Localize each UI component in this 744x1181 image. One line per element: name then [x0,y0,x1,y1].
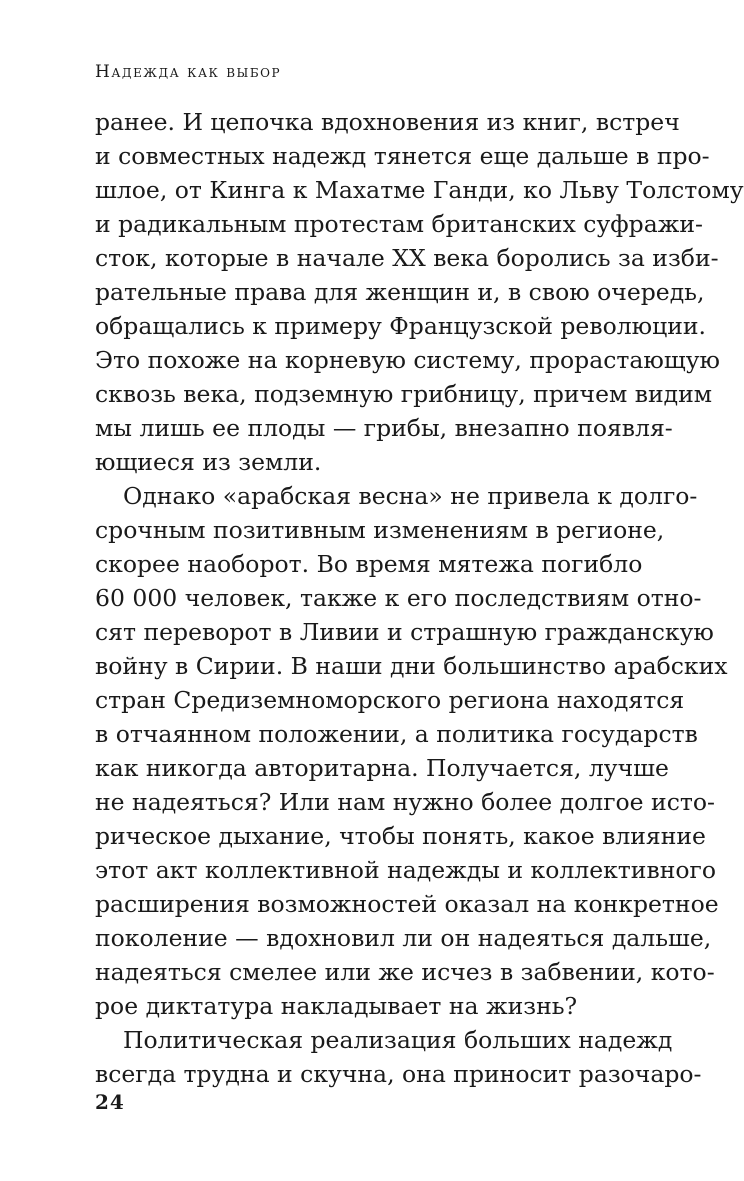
page-number: 24 [95,1090,125,1114]
text-line: сквозь века, подземную грибницу, причем видим [95,380,713,408]
text-line: мы лишь ее плоды — грибы, внезапно появля- [95,414,673,442]
text-line: сток, которые в начале XX века боролись за изби- [95,244,719,272]
paragraph-start-line: Политическая реализация больших надежд [123,1026,673,1054]
text-line: и совместных надежд тянется еще дальше в про- [95,142,710,170]
text-line: всегда трудна и скучна, она приносит разочаро- [95,1060,702,1088]
text-line: и радикальным протестам британских суфражи- [95,210,703,238]
text-line: не надеяться? Или нам нужно более долгое исто- [95,788,715,816]
text-line: 60 000 человек, также к его последствиям отно- [95,584,702,612]
text-line: ющиеся из земли. [95,448,322,476]
text-line: надеяться смелее или же исчез в забвении, кото- [95,958,715,986]
text-line: как никогда авторитарна. Получается, лучше [95,754,669,782]
text-line: обращались к примеру Французской революции. [95,312,707,340]
text-line: поколение — вдохновил ли он надеяться дальше, [95,924,712,952]
text-line: Это похоже на корневую систему, прорастающую [95,346,720,374]
text-line: в отчаянном положении, а политика государств [95,720,698,748]
text-line: рое диктатура накладывает на жизнь? [95,992,578,1020]
text-line: рическое дыхание, чтобы понять, какое влияние [95,822,706,850]
text-line: этот акт коллективной надежды и коллективного [95,856,716,884]
text-line: срочным позитивным изменениям в регионе, [95,516,665,544]
text-line: рательные права для женщин и, в свою очередь, [95,278,705,306]
text-line: шлое, от Кинга к Махатме Ганди, ко Льву Толстому [95,176,744,204]
text-line: расширения возможностей оказал на конкретное [95,890,719,918]
text-line: стран Средиземноморского региона находятся [95,686,685,714]
text-line: сят переворот в Ливии и страшную гражданскую [95,618,714,646]
paragraph-start-line: Однако «арабская весна» не привела к долго- [123,482,698,510]
running-head: Надежда как выбор [95,62,282,82]
text-line: ранее. И цепочка вдохновения из книг, встреч [95,108,680,136]
text-line: скорее наоборот. Во время мятежа погибло [95,550,643,578]
text-line: войну в Сирии. В наши дни большинство арабских [95,652,728,680]
